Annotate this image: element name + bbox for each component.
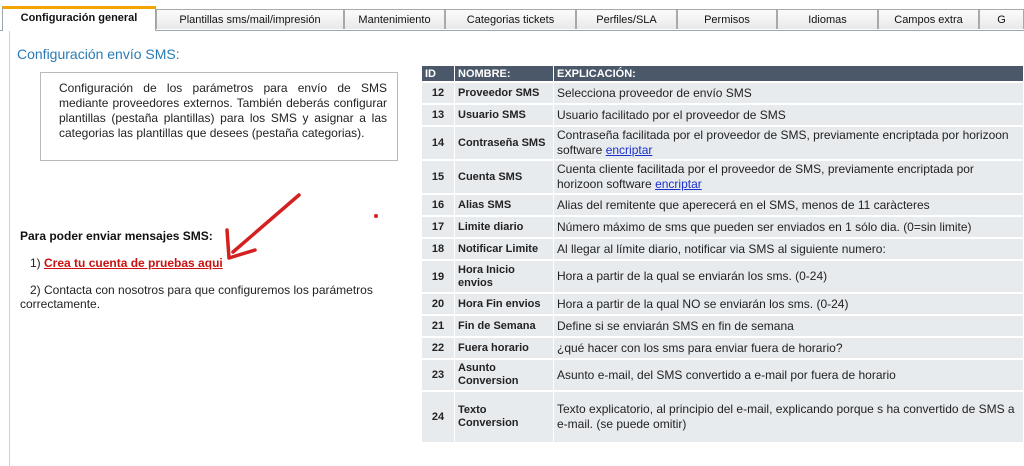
row-id: 14 (422, 127, 455, 159)
row-id: 15 (422, 161, 455, 193)
row-id: 12 (422, 83, 455, 103)
section-title: Configuración envío SMS: (17, 46, 180, 62)
row-explanation: Define si se enviarán SMS en fin de semana (554, 316, 1024, 336)
table-row[interactable] (422, 105, 1024, 125)
row-explanation: Al llegar al límite diario, notificar via SMS al siguiente numero: (554, 239, 1024, 259)
row-id: 21 (422, 316, 455, 336)
row-explanation-text: Cuenta cliente facilitada por el proveedor de SMS, previamente encriptada por horizoon software (557, 162, 974, 191)
row-id: 20 (422, 294, 455, 314)
header-explanation: EXPLICACIÓN: (554, 66, 1024, 81)
row-name: Contraseña SMS (455, 127, 554, 159)
howto-title: Para poder enviar mensajes SMS: (20, 229, 213, 243)
row-explanation: Hora a partir de la qual NO se enviarán los sms. (0-24) (554, 294, 1024, 314)
tab-categorias-tickets[interactable]: Categorias tickets (445, 9, 576, 29)
row-name: Alias SMS (455, 195, 554, 215)
row-explanation: Alias del remitente que aperecerá en el SMS, menos de 11 caràcteres (554, 195, 1024, 215)
row-name: Cuenta SMS (455, 161, 554, 193)
tab-campos-extra[interactable]: Campos extra (878, 9, 979, 29)
row-name: Notificar Limite (455, 239, 554, 259)
row-name: Hora Fin envios (455, 294, 554, 314)
step1-prefix: 1) (30, 256, 41, 270)
row-name: Asunto Conversion (455, 360, 554, 390)
row-explanation: Hora a partir de la qual se enviarán los sms. (0-24) (554, 261, 1024, 292)
table-row[interactable] (422, 161, 1024, 193)
row-explanation: Texto explicatorio, al principio del e-mail, explicando porque s ha convertido de SMS a e-mail. (se puede omitir) (554, 392, 1024, 442)
encriptar-link[interactable]: encriptar (605, 143, 653, 157)
tab-idiomas[interactable]: Idiomas (777, 9, 878, 29)
tab-perfiles-sla[interactable]: Perfiles/SLA (576, 9, 677, 29)
row-id: 23 (422, 360, 455, 390)
row-explanation-text: Contraseña facilitada por el proveedor de SMS, previamente encriptada por horizoon software (557, 128, 1009, 157)
red-arrow-annotation (215, 190, 310, 265)
row-explanation (554, 127, 1024, 159)
table-row[interactable] (422, 294, 1024, 314)
row-explanation: ¿qué hacer con los sms para enviar fuera de horario? (554, 338, 1024, 358)
table-row[interactable] (422, 338, 1024, 358)
row-name: Fuera horario (455, 338, 554, 358)
row-id: 17 (422, 217, 455, 237)
table-row[interactable] (422, 360, 1024, 390)
table-row[interactable] (422, 239, 1024, 259)
tab-mantenimiento[interactable]: Mantenimiento (344, 9, 445, 29)
row-id: 19 (422, 261, 455, 292)
row-explanation: Selecciona proveedor de envío SMS (554, 83, 1024, 103)
table-row[interactable] (422, 392, 1024, 442)
row-id: 16 (422, 195, 455, 215)
tab-permisos[interactable]: Permisos (677, 9, 777, 29)
header-id: ID (422, 66, 455, 81)
table-row[interactable] (422, 127, 1024, 159)
row-name: Limite diario (455, 217, 554, 237)
table-row[interactable] (422, 83, 1024, 103)
row-explanation (554, 161, 1024, 193)
step1 (30, 256, 223, 270)
red-dot-annotation (374, 214, 378, 218)
row-name: Usuario SMS (455, 105, 554, 125)
intro-box: Configuración de los parámetros para envío de SMS mediante proveedores externos. También deberás configurar plantillas (pestaña plantillas) para los SMS y asignar a las categorias las plantillas que desees (pestaña categorias). (40, 72, 398, 161)
row-name: Proveedor SMS (455, 83, 554, 103)
header-name: NOMBRE: (455, 66, 554, 81)
table-row[interactable] (422, 195, 1024, 215)
row-explanation: Asunto e-mail, del SMS convertido a e-mail por fuera de horario (554, 360, 1024, 390)
sms-params-table (422, 64, 1024, 444)
tab-plantillas[interactable]: Plantillas sms/mail/impresión (156, 9, 344, 29)
tab-bar (0, 0, 1024, 31)
row-id: 13 (422, 105, 455, 125)
row-name: Fin de Semana (455, 316, 554, 336)
table-row[interactable] (422, 261, 1024, 292)
table-row[interactable] (422, 316, 1024, 336)
row-name: Hora Inicio envios (455, 261, 554, 292)
table-row[interactable] (422, 217, 1024, 237)
row-explanation: Usuario facilitado por el proveedor de SMS (554, 105, 1024, 125)
step2: 2) Contacta con nosotros para que configuremos los parámetros correctamente. (20, 283, 373, 311)
row-id: 22 (422, 338, 455, 358)
row-name: Texto Conversion (455, 392, 554, 442)
table-header-row (422, 66, 1024, 81)
row-id: 24 (422, 392, 455, 442)
create-test-account-link[interactable]: Crea tu cuenta de pruebas aqui (44, 256, 223, 270)
row-id: 18 (422, 239, 455, 259)
row-explanation: Número máximo de sms que pueden ser enviados en 1 sólo dia. (0=sin limite) (554, 217, 1024, 237)
encriptar-link[interactable]: encriptar (655, 177, 702, 191)
tab-configuracion-general[interactable]: Configuración general (2, 6, 156, 31)
tab-g[interactable]: G (979, 9, 1024, 29)
